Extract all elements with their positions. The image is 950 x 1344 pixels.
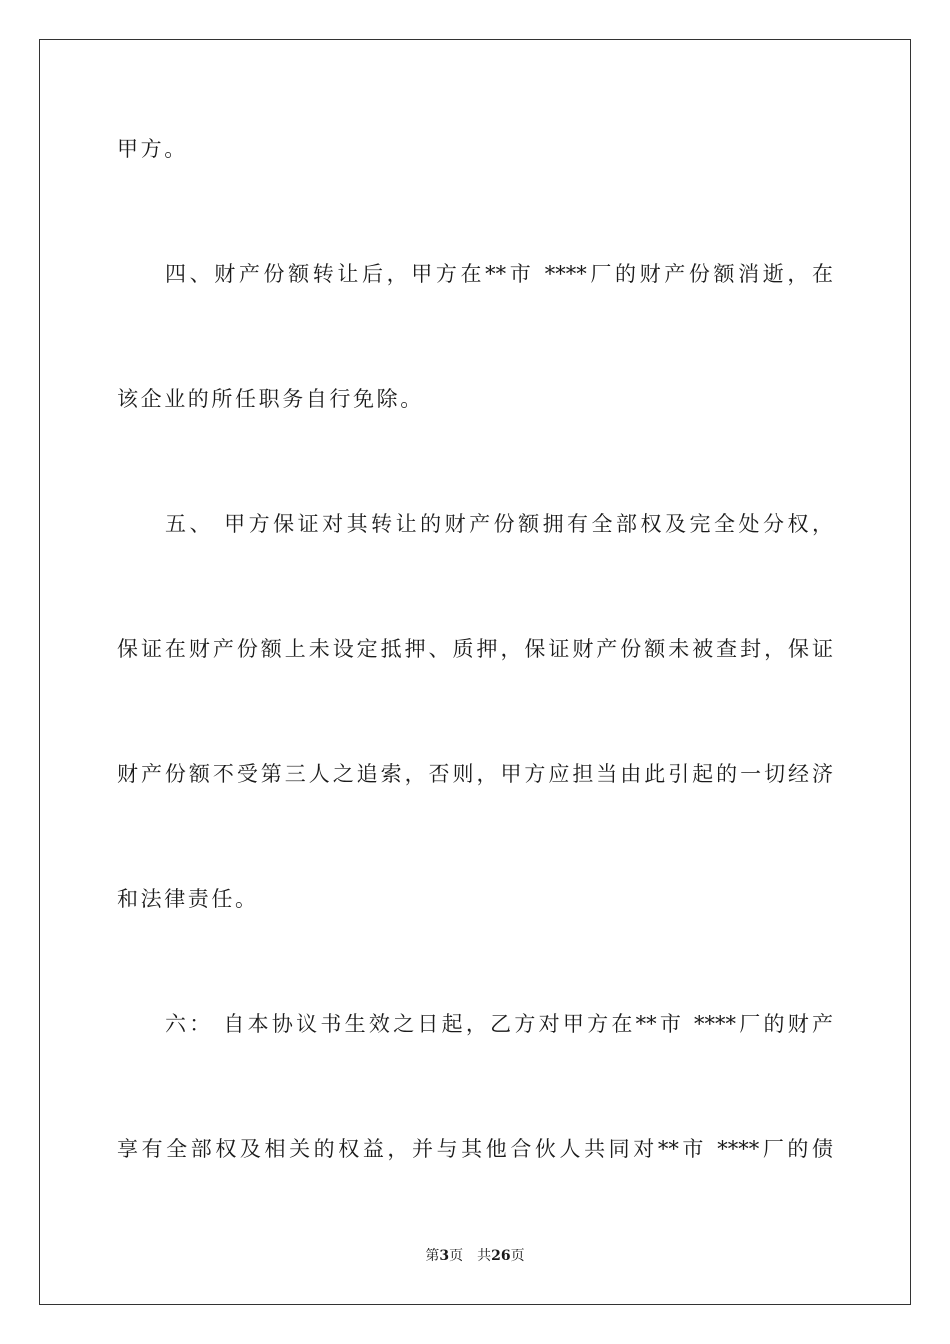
text-line-7: 和法律责任。 bbox=[117, 887, 259, 911]
page-suffix: 页 bbox=[449, 1248, 464, 1264]
total-pages-number: 26 bbox=[491, 1248, 511, 1264]
total-prefix: 共 bbox=[477, 1248, 492, 1264]
total-suffix: 页 bbox=[510, 1248, 525, 1264]
page-footer bbox=[0, 1246, 950, 1266]
page-border bbox=[39, 39, 911, 1305]
text-line-6: 财产份额不受第三人之追索，否则，甲方应担当由此引起的一切经济 bbox=[117, 762, 833, 786]
page-prefix: 第 bbox=[425, 1248, 440, 1264]
text-line-2: 四、财产份额转让后，甲方在**市 ****厂的财产份额消逝，在 bbox=[165, 262, 833, 286]
text-line-5: 保证在财产份额上未设定抵押、质押，保证财产份额未被查封，保证 bbox=[117, 637, 833, 661]
text-line-9: 享有全部权及相关的权益，并与其他合伙人共同对**市 ****厂的债 bbox=[117, 1137, 833, 1161]
text-line-8: 六： 自本协议书生效之日起，乙方对甲方在**市 ****厂的财产 bbox=[165, 1012, 833, 1036]
text-line-4: 五、 甲方保证对其转让的财产份额拥有全部权及完全处分权， bbox=[165, 512, 833, 536]
text-line-1: 甲方。 bbox=[117, 137, 188, 161]
text-line-3: 该企业的所任职务自行免除。 bbox=[117, 387, 424, 411]
current-page-number: 3 bbox=[439, 1248, 450, 1264]
